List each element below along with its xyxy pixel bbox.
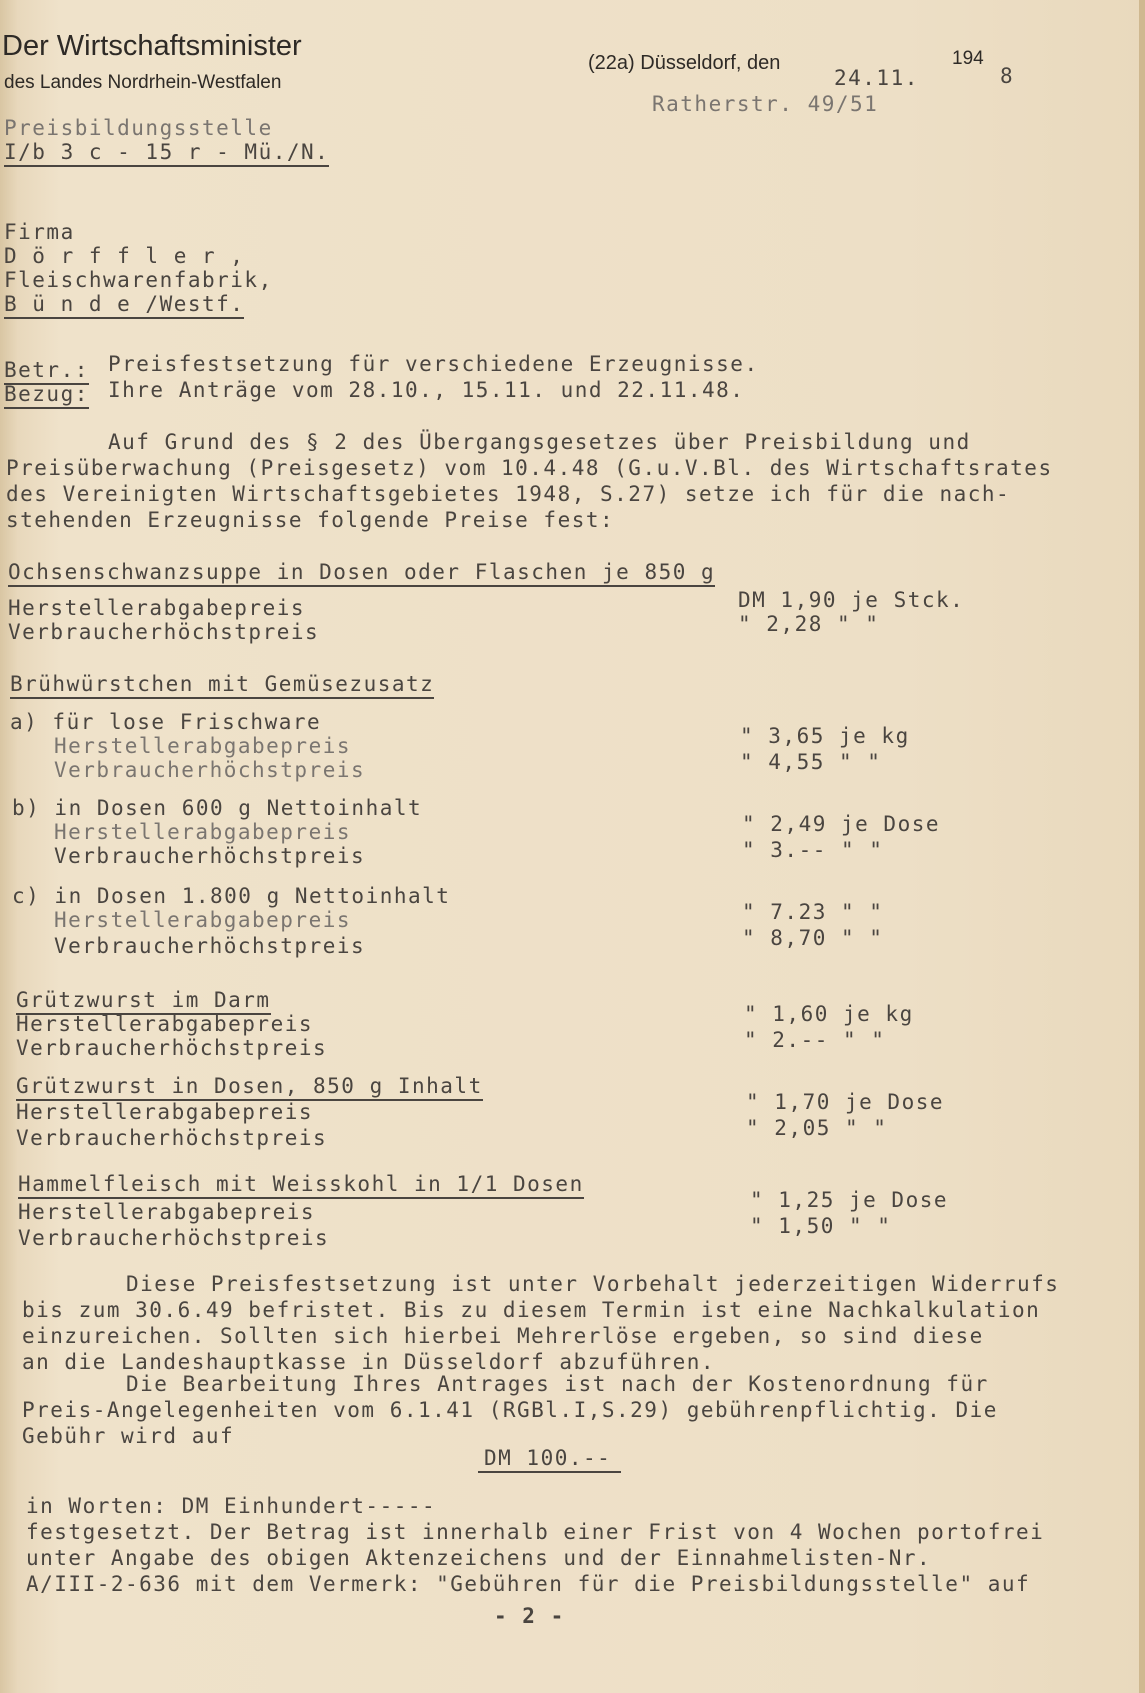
- product2-b-title: b) in Dosen 600 g Nettoinhalt: [12, 796, 423, 820]
- product5-row2-label: Verbraucherhöchstpreis: [18, 1226, 330, 1250]
- product4-row1-label: Herstellerabgabepreis: [16, 1100, 314, 1124]
- product2-a-row1-price: " 3,65 je kg: [740, 724, 910, 748]
- letter-date: 24.11.: [834, 66, 919, 90]
- closing-line9: festgesetzt. Der Betrag ist innerhalb einer Frist von 4 Wochen portofrei: [26, 1520, 1045, 1544]
- product2-c-row2-label: Verbraucherhöchstpreis: [54, 934, 366, 958]
- product2-c-row2-price: " 8,70 " ": [742, 926, 884, 950]
- page-number: - 2 -: [494, 1604, 565, 1628]
- closing-line7: Gebühr wird auf: [22, 1424, 235, 1448]
- fee-amount: DM 100.--: [478, 1446, 621, 1473]
- product2-c-row1-price: " 7.23 " ": [742, 900, 884, 924]
- intro-line4: stehenden Erzeugnisse folgende Preise fest:: [6, 508, 615, 532]
- product4-row2-label: Verbraucherhöchstpreis: [16, 1126, 328, 1150]
- product-title-oxtail-soup: Ochsenschwanzsuppe in Dosen oder Flaschen je 850 g: [8, 560, 715, 587]
- closing-line2: bis zum 30.6.49 befristet. Bis zu diesem Termin ist eine Nachkalkulation: [22, 1298, 1041, 1322]
- product5-row1-label: Herstellerabgabepreis: [18, 1200, 316, 1224]
- place-date-prefix: (22a) Düsseldorf, den: [588, 52, 781, 74]
- recipient-company: Fleischwarenfabrik,: [4, 268, 273, 292]
- recipient-line1: Firma: [4, 220, 75, 244]
- product2-b-row2-label: Verbraucherhöchstpreis: [54, 844, 366, 868]
- closing-line11: A/III-2-636 mit dem Vermerk: "Gebühren für die Preisbildungsstelle" auf: [26, 1572, 1031, 1596]
- product3-row2-label: Verbraucherhöchstpreis: [16, 1036, 328, 1060]
- product3-row2-price: " 2.-- " ": [744, 1028, 886, 1052]
- closing-line1: Diese Preisfestsetzung ist unter Vorbehalt jederzeitigen Widerrufs: [126, 1272, 1060, 1296]
- product4-row1-price: " 1,70 je Dose: [746, 1090, 945, 1114]
- closing-line5: Die Bearbeitung Ihres Antrages ist nach der Kostenordnung für: [126, 1372, 989, 1396]
- year-prefix: 194: [952, 48, 984, 69]
- product-title-hammelfleisch: Hammelfleisch mit Weisskohl in 1/1 Dosen: [18, 1172, 584, 1199]
- betr-text: Preisfestsetzung für verschiedene Erzeugnisse.: [108, 352, 759, 376]
- product-title-gruetzwurst-darm: Grützwurst im Darm: [16, 988, 271, 1015]
- product2-a-row2-price: " 4,55 " ": [740, 750, 882, 774]
- intro-line2: Preisüberwachung (Preisgesetz) vom 10.4.48 (G.u.V.Bl. des Wirtschaftsrates: [6, 456, 1053, 480]
- office-name: Preisbildungsstelle: [4, 116, 273, 140]
- office-reference: I/b 3 c - 15 r - Mü./N.: [4, 140, 329, 167]
- bezug-text: Ihre Anträge vom 28.10., 15.11. und 22.11.48.: [108, 378, 745, 402]
- product5-row1-price: " 1,25 je Dose: [750, 1188, 949, 1212]
- product4-row2-price: " 2,05 " ": [746, 1116, 888, 1140]
- product3-row1-label: Herstellerabgabepreis: [16, 1012, 314, 1036]
- product-title-sausages: Brühwürstchen mit Gemüsezusatz: [10, 672, 434, 699]
- recipient-name: D ö r f f l e r ,: [4, 244, 245, 268]
- page-edge: [1139, 0, 1145, 1693]
- product2-b-row1-price: " 2,49 je Dose: [742, 812, 941, 836]
- closing-line8: in Worten: DM Einhundert-----: [26, 1494, 437, 1518]
- year-digit: 8: [1000, 64, 1015, 88]
- product1-row2-price: " 2,28 " ": [738, 612, 880, 636]
- product-title-gruetzwurst-dosen: Grützwurst in Dosen, 850 g Inhalt: [16, 1074, 483, 1101]
- product5-row2-price: " 1,50 " ": [750, 1214, 892, 1238]
- closing-line10: unter Angabe des obigen Aktenzeichens und der Einnahmelisten-Nr.: [26, 1546, 932, 1570]
- product2-c-title: c) in Dosen 1.800 g Nettoinhalt: [12, 884, 451, 908]
- product2-a-title: a) für lose Frischware: [10, 710, 322, 734]
- product2-a-row2-label: Verbraucherhöchstpreis: [54, 758, 366, 782]
- product1-row1-price: DM 1,90 je Stck.: [738, 588, 965, 612]
- street-address: Ratherstr. 49/51: [652, 92, 879, 116]
- ministry-state: des Landes Nordrhein-Westfalen: [4, 72, 282, 93]
- bezug-label: Bezug:: [4, 382, 89, 409]
- product2-b-row1-label: Herstellerabgabepreis: [54, 820, 352, 844]
- intro-line3: des Vereinigten Wirtschaftsgebietes 1948, S.27) setze ich für die nach-: [6, 482, 1011, 506]
- product2-c-row1-label: Herstellerabgabepreis: [54, 908, 352, 932]
- betr-label: Betr.:: [4, 358, 89, 385]
- product2-b-row2-price: " 3.-- " ": [742, 838, 884, 862]
- recipient-city: B ü n d e /Westf.: [4, 292, 244, 319]
- closing-line4: an die Landeshauptkasse in Düsseldorf abzuführen.: [22, 1350, 716, 1374]
- product1-row1-label: Herstellerabgabepreis: [8, 596, 306, 620]
- product2-a-row1-label: Herstellerabgabepreis: [54, 734, 352, 758]
- intro-line1: Auf Grund des § 2 des Übergangsgesetzes über Preisbildung und: [108, 430, 971, 454]
- ministry-title: Der Wirtschaftsminister: [2, 30, 302, 62]
- closing-line3: einzureichen. Sollten sich hierbei Mehrerlöse ergeben, so sind diese: [22, 1324, 984, 1348]
- product1-row2-label: Verbraucherhöchstpreis: [8, 620, 320, 644]
- closing-line6: Preis-Angelegenheiten vom 6.1.41 (RGBl.I,S.29) gebührenpflichtig. Die: [22, 1398, 998, 1422]
- product3-row1-price: " 1,60 je kg: [744, 1002, 914, 1026]
